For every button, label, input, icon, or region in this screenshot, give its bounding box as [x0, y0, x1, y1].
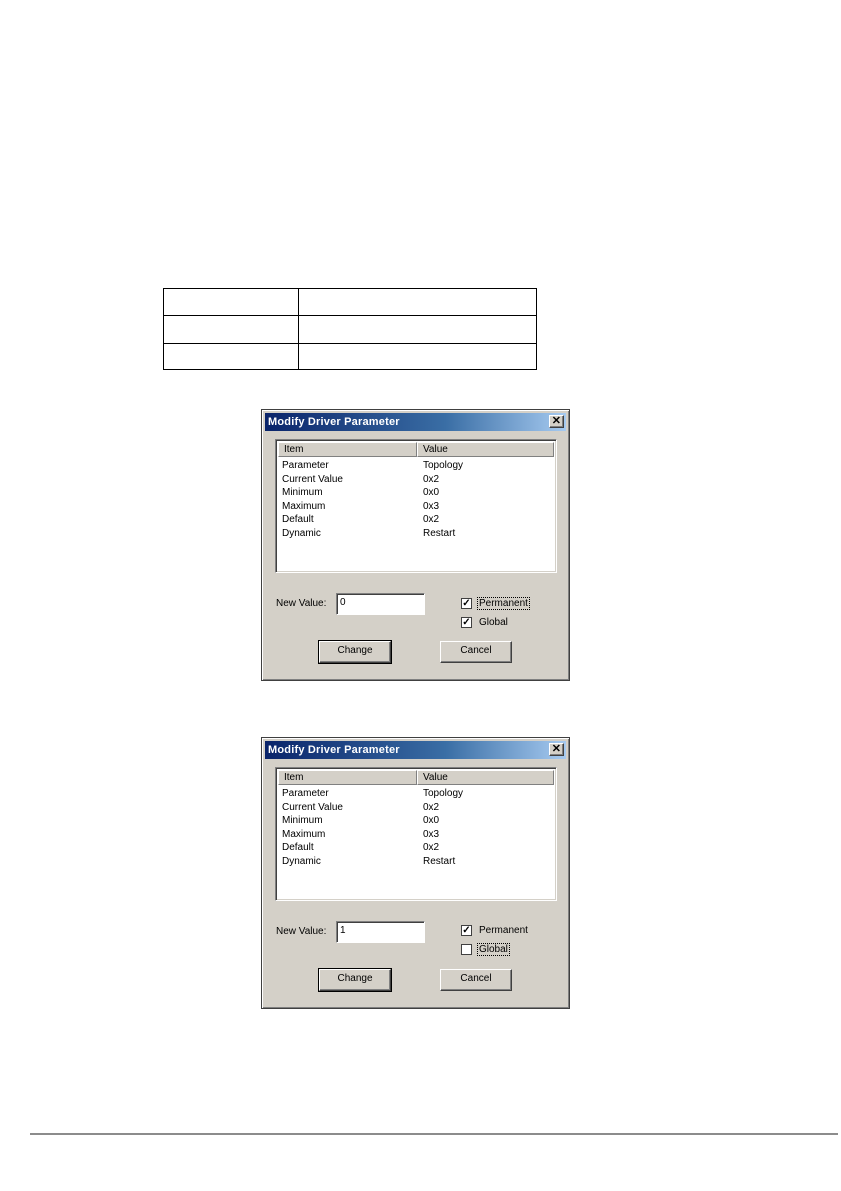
item-name: Minimum: [282, 487, 323, 499]
global-label: Global: [479, 617, 508, 628]
item-value: 0x0: [423, 487, 440, 499]
list-item[interactable]: [282, 828, 554, 842]
list-item[interactable]: [282, 841, 554, 855]
modify-driver-parameter-dialog: [261, 409, 570, 681]
list-item[interactable]: [282, 787, 554, 801]
permanent-checkbox[interactable]: [461, 924, 530, 937]
list-item[interactable]: [282, 513, 554, 527]
permanent-label: Permanent: [479, 925, 528, 936]
column-header-item[interactable]: Item: [278, 442, 417, 457]
item-name: Current Value: [282, 801, 343, 813]
item-name: Maximum: [282, 500, 326, 512]
column-header-item[interactable]: Item: [278, 770, 417, 785]
table-row-divider: [164, 315, 536, 316]
item-name: Parameter: [282, 460, 329, 471]
column-header-value[interactable]: Value: [417, 442, 554, 457]
permanent-checkbox[interactable]: [461, 597, 530, 610]
global-label: Global: [479, 944, 508, 955]
list-item[interactable]: [282, 801, 554, 815]
list-item[interactable]: [282, 459, 554, 473]
list-item[interactable]: [282, 814, 554, 828]
item-name: Default: [282, 842, 314, 854]
new-value-input[interactable]: 0: [336, 593, 425, 615]
item-value: 0x3: [423, 828, 440, 840]
item-name: Dynamic: [282, 527, 321, 539]
item-value: Restart: [423, 527, 456, 539]
item-value: 0x2: [423, 514, 440, 526]
permanent-label: Permanent: [479, 598, 528, 609]
item-name: Dynamic: [282, 855, 321, 867]
global-checkbox[interactable]: [461, 616, 510, 629]
list-item[interactable]: [282, 855, 554, 869]
item-name: Parameter: [282, 788, 329, 799]
change-button[interactable]: Change: [319, 641, 391, 663]
cancel-button[interactable]: Cancel: [440, 641, 512, 663]
cancel-button[interactable]: Cancel: [440, 969, 512, 991]
table-column-divider: [298, 289, 299, 369]
item-value: 0x2: [423, 801, 440, 813]
item-value: Restart: [423, 855, 456, 867]
item-name: Default: [282, 514, 314, 526]
dialog-titlebar: [265, 413, 566, 431]
item-value: 0x0: [423, 815, 440, 827]
list-item[interactable]: [282, 473, 554, 487]
parameter-list[interactable]: [275, 767, 557, 901]
column-header-value[interactable]: Value: [417, 770, 554, 785]
checkbox-empty-icon[interactable]: [461, 944, 472, 955]
close-icon[interactable]: ✕: [549, 743, 564, 756]
item-value: 0x2: [423, 842, 440, 854]
close-icon[interactable]: ✕: [549, 415, 564, 428]
dialog-title: Modify Driver Parameter: [268, 416, 400, 428]
item-value: Topology: [423, 460, 464, 471]
modify-driver-parameter-dialog: [261, 737, 570, 1009]
list-item[interactable]: [282, 486, 554, 500]
new-value-label: New Value:: [276, 926, 327, 937]
list-item[interactable]: [282, 527, 554, 541]
item-name: Minimum: [282, 815, 323, 827]
new-value-input[interactable]: 1: [336, 921, 425, 943]
footer-rule: [30, 1133, 838, 1135]
parameter-list[interactable]: [275, 439, 557, 573]
item-value: Topology: [423, 788, 464, 799]
list-header: [278, 770, 554, 785]
list-item[interactable]: [282, 500, 554, 514]
table-row-divider: [164, 343, 536, 344]
dialog-titlebar: [265, 741, 566, 759]
item-name: Current Value: [282, 473, 343, 485]
list-header: [278, 442, 554, 457]
change-button[interactable]: Change: [319, 969, 391, 991]
item-value: 0x2: [423, 473, 440, 485]
check-icon[interactable]: ✓: [462, 598, 471, 609]
item-name: Maximum: [282, 828, 326, 840]
item-value: 0x3: [423, 500, 440, 512]
check-icon[interactable]: ✓: [462, 617, 471, 628]
empty-table: [163, 288, 537, 370]
check-icon[interactable]: ✓: [462, 925, 471, 936]
new-value-label: New Value:: [276, 598, 327, 609]
global-checkbox[interactable]: [461, 943, 510, 956]
dialog-title: Modify Driver Parameter: [268, 744, 400, 756]
